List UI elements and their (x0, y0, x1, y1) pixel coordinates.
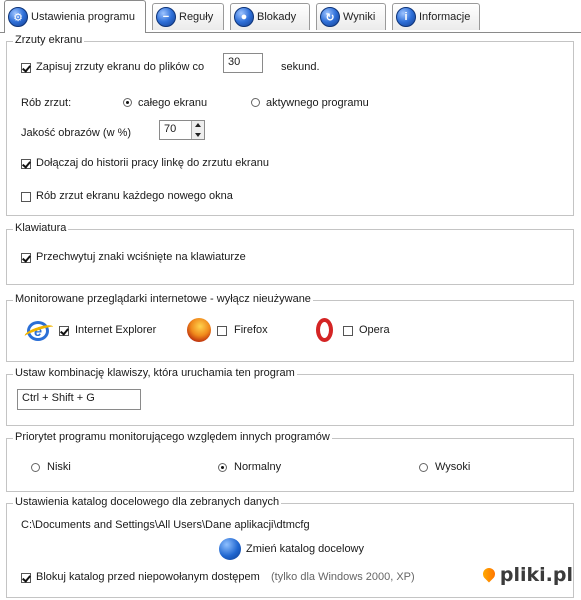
tab-info[interactable] (392, 3, 480, 30)
lock-folder-note: (tylko dla Windows 2000, XP) (271, 571, 415, 583)
tab-results[interactable] (316, 3, 386, 30)
change-folder-button[interactable] (219, 538, 364, 560)
screenshots-group (6, 34, 574, 216)
browsers-legend: Monitorowane przeglądarki internetowe - wyłącz nieużywane (15, 293, 311, 305)
new-window-label: Rób zrzut ekranu każdego nowego okna (36, 190, 233, 202)
tab-blocks[interactable] (230, 3, 310, 30)
rules-icon: − (156, 7, 176, 27)
settings-icon: ⚙ (8, 7, 28, 27)
lock-folder-label: Blokuj katalog przed niepowołanym dostępem (36, 571, 260, 583)
priority-low-label: Niski (47, 461, 71, 473)
watermark-logo-icon (481, 566, 497, 584)
opera-checkbox[interactable] (343, 326, 353, 336)
tab-rules[interactable] (152, 3, 224, 30)
priority-high-radio[interactable] (419, 463, 428, 472)
priority-low-radio[interactable] (31, 463, 40, 472)
internet-explorer-icon: e (27, 321, 49, 341)
change-folder-label: Zmień katalog docelowy (246, 543, 365, 555)
hotkey-input[interactable]: Ctrl + Shift + G (17, 389, 141, 410)
interval-input[interactable]: 30 (223, 53, 263, 73)
quality-value: 70 (164, 123, 177, 135)
quality-stepper[interactable] (159, 120, 205, 140)
results-icon: ↻ (320, 7, 340, 27)
tab-bar (0, 0, 581, 33)
ie-label: Internet Explorer (75, 324, 157, 336)
tab-label: Blokady (257, 11, 297, 23)
spin-buttons[interactable] (191, 121, 204, 139)
lock-icon: ● (234, 7, 254, 27)
watermark (481, 564, 573, 586)
interval-unit: sekund. (281, 61, 320, 73)
keyboard-legend: Klawiatura (15, 222, 67, 234)
save-screenshots-checkbox[interactable] (21, 63, 31, 73)
hotkey-legend: Ustaw kombinację klawiszy, która uruchamia ten program (15, 367, 295, 379)
opera-label: Opera (359, 324, 390, 336)
lock-folder-checkbox[interactable] (21, 573, 31, 583)
tab-program-settings[interactable] (4, 0, 146, 33)
firefox-checkbox[interactable] (217, 326, 227, 336)
priority-normal-radio[interactable] (218, 463, 227, 472)
priority-group (6, 431, 574, 492)
folder-legend: Ustawienia katalog docelowego dla zebranych danych (15, 496, 280, 508)
full-screen-radio[interactable] (123, 98, 132, 107)
quality-label: Jakość obrazów (w %) (21, 127, 132, 139)
history-link-checkbox[interactable] (21, 159, 31, 169)
capture-label: Rób zrzut: (21, 97, 72, 109)
tab-label: Wyniki (343, 11, 376, 23)
watermark-text: pliki.pl (499, 564, 573, 586)
intercept-keys-label: Przechwytuj znaki wciśnięte na klawiaturze (36, 251, 246, 263)
info-icon: i (396, 7, 416, 27)
priority-normal-label: Normalny (234, 461, 282, 473)
priority-high-label: Wysoki (435, 461, 471, 473)
folder-path: C:\Documents and Settings\All Users\Dane aplikacji\dtmcfg (21, 519, 310, 531)
firefox-label: Firefox (234, 324, 268, 336)
full-screen-label: całego ekranu (138, 97, 208, 109)
ie-checkbox[interactable] (59, 326, 69, 336)
hotkey-group (6, 367, 574, 426)
tab-label: Ustawienia programu (31, 11, 135, 23)
screenshots-legend: Zrzuty ekranu (15, 34, 83, 46)
browsers-group (6, 293, 574, 362)
tab-label: Informacje (419, 11, 471, 23)
intercept-keys-checkbox[interactable] (21, 253, 31, 263)
opera-icon (316, 318, 333, 342)
history-link-label: Dołączaj do historii pracy linkę do zrzutu ekranu (36, 157, 269, 169)
active-program-label: aktywnego programu (266, 97, 369, 109)
priority-legend: Priorytet programu monitorującego względem innych programów (15, 431, 330, 443)
new-window-checkbox[interactable] (21, 192, 31, 202)
tab-label: Reguły (179, 11, 214, 23)
active-program-radio[interactable] (251, 98, 260, 107)
firefox-icon (187, 318, 211, 342)
folder-icon (219, 538, 241, 560)
keyboard-group (6, 222, 574, 285)
save-screenshots-label: Zapisuj zrzuty ekranu do plików co (36, 61, 205, 73)
